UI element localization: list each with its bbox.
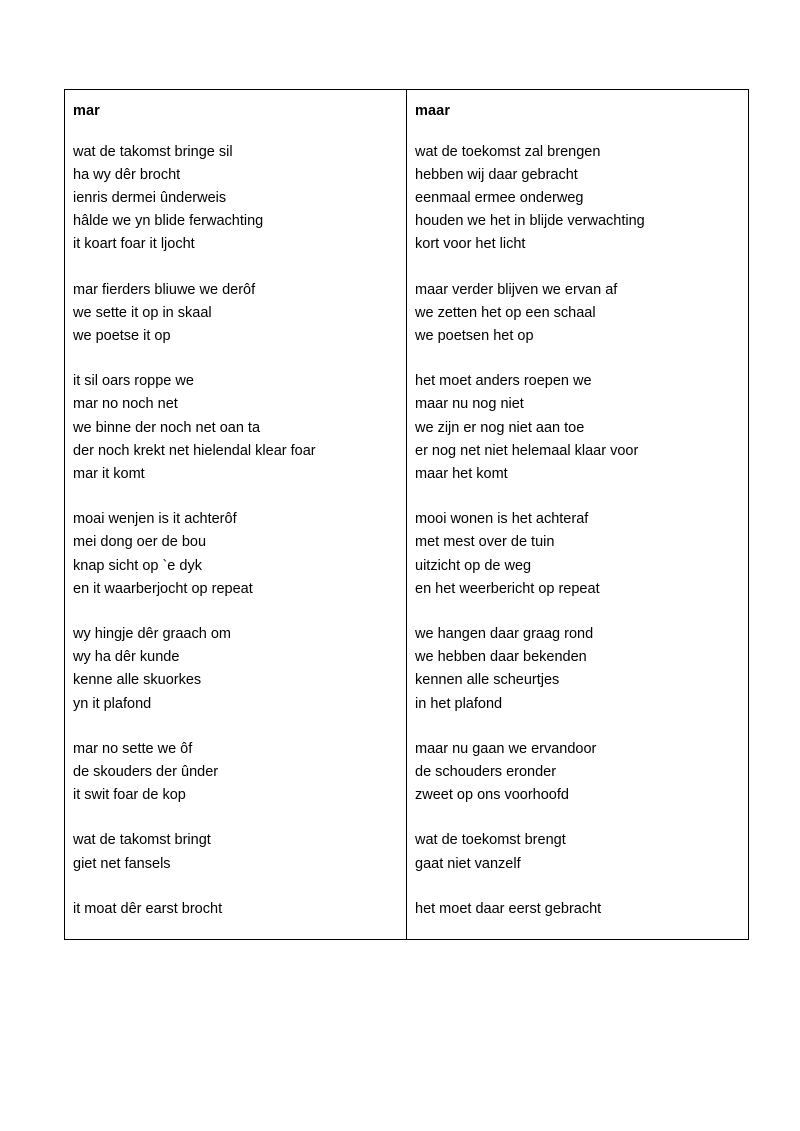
lyric-line: met mest over de tuin	[415, 534, 555, 551]
lyric-line: de skouders der ûnder	[73, 763, 219, 780]
column-dutch	[415, 104, 748, 921]
lyric-line: wat de takomst bringt	[73, 832, 211, 849]
stanza	[415, 738, 748, 808]
stanza	[415, 508, 748, 601]
lyric-line: moai wenjen is it achterôf	[73, 511, 237, 528]
lyric-line: maar verder blijven we ervan af	[415, 281, 618, 298]
lyric-line: wat de toekomst brengt	[415, 832, 566, 849]
lyric-line: de schouders eronder	[415, 763, 557, 780]
lyric-line: uitzicht op de weg	[415, 557, 532, 574]
lyric-line: wat de takomst bringe sil	[73, 143, 233, 160]
lyric-line: mei dong oer de bou	[73, 534, 207, 551]
stanza	[415, 279, 748, 349]
column-heading-frisian: mar	[73, 103, 100, 119]
lyric-line: het moet anders roepen we	[415, 373, 592, 390]
lyric-line: we zijn er nog niet aan toe	[415, 419, 585, 436]
lyric-line: we sette it op in skaal	[73, 304, 212, 321]
lyric-line: ienris dermei ûnderweis	[73, 189, 227, 206]
stanza	[415, 370, 748, 486]
lyric-line: we binne der noch net oan ta	[73, 419, 261, 436]
lyric-line: it sil oars roppe we	[73, 373, 194, 390]
lyric-line: wat de toekomst zal brengen	[415, 143, 601, 160]
lyric-line: hebben wij daar gebracht	[415, 166, 578, 183]
stanza	[415, 623, 748, 716]
lyrics-table	[64, 89, 749, 940]
lyric-line: maar het komt	[415, 465, 508, 482]
column-frisian	[73, 104, 406, 921]
lyric-line: we hebben daar bekenden	[415, 649, 587, 666]
lyric-line: wy ha dêr kunde	[73, 649, 180, 666]
table-cell-dutch	[407, 90, 749, 940]
table-cell-frisian	[65, 90, 407, 940]
lyric-line: en het weerbericht op repeat	[415, 580, 600, 597]
lyric-line: gaat niet vanzelf	[415, 855, 521, 872]
stanza	[73, 370, 406, 486]
lyric-line: hâlde we yn blide ferwachting	[73, 213, 264, 230]
lyric-line: zweet op ons voorhoofd	[415, 787, 569, 804]
stanza	[73, 508, 406, 601]
lyric-line: we poetsen het op	[415, 327, 534, 344]
lyric-line: mooi wonen is het achteraf	[415, 511, 589, 528]
stanza	[415, 829, 748, 875]
lyric-line: in het plafond	[415, 695, 503, 712]
lyric-line: er nog net niet helemaal klaar voor	[415, 442, 639, 459]
lyric-line: kennen alle scheurtjes	[415, 672, 560, 689]
stanza	[73, 623, 406, 716]
lyric-line: maar nu gaan we ervandoor	[415, 740, 597, 757]
stanza	[73, 898, 406, 921]
lyric-line: mar fierders bliuwe we derôf	[73, 281, 256, 298]
lyric-line: houden we het in blijde verwachting	[415, 213, 645, 230]
stanza	[415, 898, 748, 921]
lyric-line: giet net fansels	[73, 855, 171, 872]
lyric-line: het moet daar eerst gebracht	[415, 900, 602, 917]
stanza	[73, 279, 406, 349]
lyric-line: mar no noch net	[73, 396, 178, 413]
lyric-line: eenmaal ermee onderweg	[415, 189, 584, 206]
lyrics-table-container	[64, 89, 730, 940]
lyric-line: it swit foar de kop	[73, 787, 186, 804]
lyric-line: we hangen daar graag rond	[415, 625, 594, 642]
table-row	[65, 90, 749, 940]
lyric-line: der noch krekt net hielendal klear foar	[73, 442, 316, 459]
stanza	[73, 738, 406, 808]
lyric-line: it moat dêr earst brocht	[73, 900, 223, 917]
lyric-line: kenne alle skuorkes	[73, 672, 202, 689]
stanza	[73, 141, 406, 257]
lyric-line: mar no sette we ôf	[73, 740, 193, 757]
lyric-line: wy hingje dêr graach om	[73, 625, 231, 642]
lyric-line: maar nu nog niet	[415, 396, 524, 413]
stanza	[73, 829, 406, 875]
lyric-line: yn it plafond	[73, 695, 152, 712]
lyric-line: we poetse it op	[73, 327, 171, 344]
lyric-line: we zetten het op een schaal	[415, 304, 596, 321]
lyric-line: it koart foar it ljocht	[73, 236, 195, 253]
lyric-line: en it waarberjocht op repeat	[73, 580, 253, 597]
column-heading-dutch: maar	[415, 103, 451, 119]
stanza	[415, 141, 748, 257]
lyric-line: mar it komt	[73, 465, 145, 482]
lyric-line: kort voor het licht	[415, 236, 526, 253]
lyric-line: ha wy dêr brocht	[73, 166, 181, 183]
lyric-line: knap sicht op `e dyk	[73, 557, 202, 574]
